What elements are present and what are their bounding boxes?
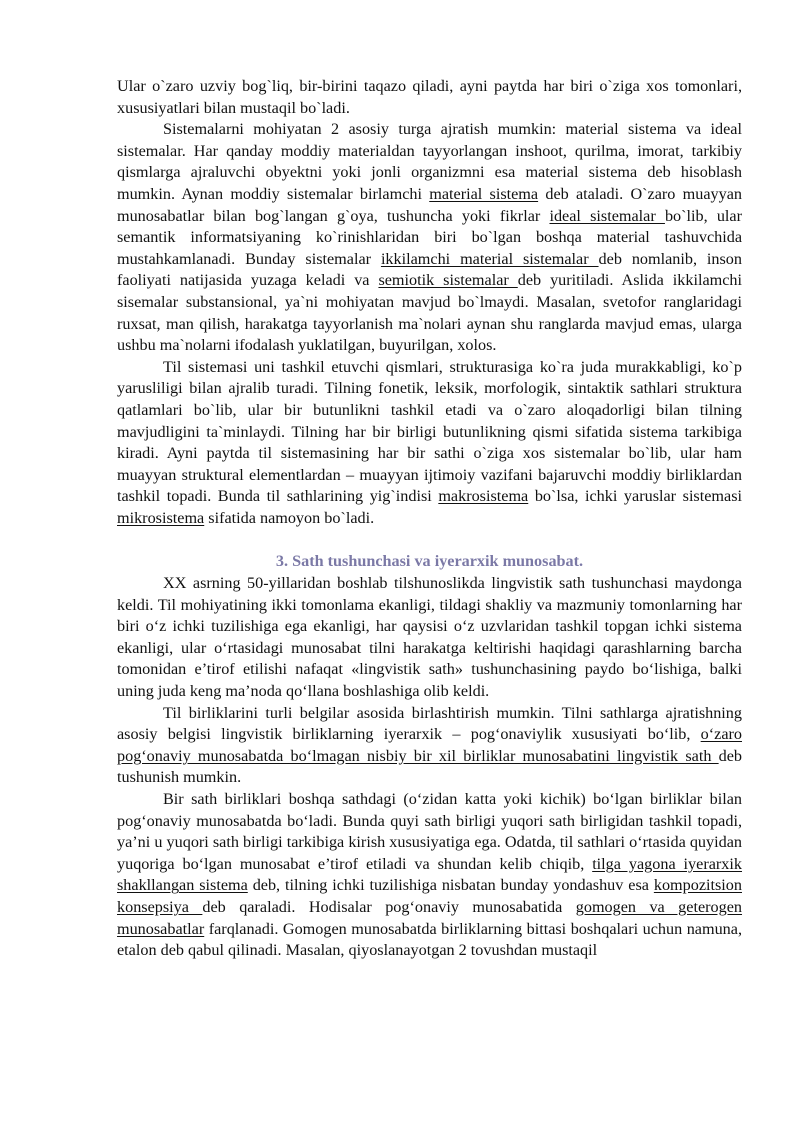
paragraph-5 (117, 703, 742, 789)
term-lingvistik-sath-definition: o‘zaro pog‘onaviy munosabatda bo‘lmagan nisbiy bir xil birliklar munosabatini lingvistik sath (117, 725, 742, 765)
term-semiotik-sistemalar: semiotik sistemalar (378, 271, 518, 290)
term-makrosistema: makrosistema (438, 487, 529, 506)
paragraph-2 (117, 119, 742, 357)
text-run: deb yuritiladi. Aslida ikkilamchi sisemalar substansional, ya`ni mohiyatan mavjud bo`lmaydi. Masalan, svetofor ranglaridagi ruxsat, man qilish, harakatga tayyorlanish ma`nolari aynan shu ranglarda mavjud emas, ularga ushbu ma`nolarni ifodalash yuklatilgan, buyurilgan, xolos. (117, 271, 742, 355)
text-run: deb ataladi. O`zaro muayyan munosabatlar bilan bog`langan g`oya, tushuncha yoki fikrlar (117, 184, 742, 225)
text-run: Til sistemasi uni tashkil etuvchi qismlari, strukturasiga ko`ra juda murakkabligi, ko`p yarusliligi bilan ajralib turadi. Tilning fonetik, leksik, morfologik, sintaktik sathlari struktura qatlamlari bo`lib, ular bir butunlikni tashkil etadi va o`zaro aloqadorligi bilan tilning mavjudligini ta`minlaydi. Tilning har bir birligi butunlikning qismi sifatida sistema tarkibiga kiradi. Ayni paytda til sistemasining har bir sathi o`ziga xos sistemalar bo`lib, ular ham muayyan struktural elementlardan – muayyan ijtimoiy vazifani bajaruvchi moddiy birliklardan tashkil topadi. Bunda til sathlarining yig`indisi (117, 357, 742, 506)
document-page (117, 76, 742, 962)
text-run: bo`lib, ular semantik informatsiyaning ko`rinishlaridan biri bo`lgan boshqa material tashuvchida mustahkamlanadi. Bunday sistemalar (117, 206, 743, 268)
term-ikkilamchi-material-sistemalar: ikkilamchi material sistemalar (380, 249, 599, 268)
text-run: Ular o`zaro uzviy bog`liq, bir-birini taqazo qiladi, ayni paytda har biri o`ziga xos tomonlari, xususiyatlari bilan mustaqil bo`ladi. (117, 77, 742, 117)
text-run: bo`lsa, ichki yaruslar sistemasi (528, 487, 742, 506)
term-kompozitsion-konsepsiya: kompozitsion konsepsiya (117, 876, 742, 916)
section-heading: 3. Sath tushunchasi va iyerarxik munosabat. (275, 552, 584, 571)
paragraph-4 (117, 573, 742, 703)
term-yagona-iyerarxik-sistema: tilga yagona iyerarxik shakllangan sistema (117, 854, 742, 895)
paragraph-6 (117, 789, 742, 962)
text-run: deb qaraladi. Hodisalar pog‘onaviy munosabatida (202, 897, 576, 916)
term-gomogen-geterogen: gomogen va geterogen munosabatlar (117, 897, 743, 938)
term-ideal-sistemalar: ideal sistemalar (549, 206, 665, 225)
paragraph-3 (117, 357, 742, 530)
text-run: sifatida namoyon bo`ladi. (204, 508, 375, 527)
text-run: Til birliklarini turli belgilar asosida birlashtirish mumkin. Tilni sathlarga ajratishning asosiy belgisi lingvistik birliklarning iyerarxik – pog‘onaviylik xususiyati bo‘lib, (117, 703, 742, 744)
term-material-sistema: material sistema (429, 184, 539, 203)
text-run: XX asrning 50-yillaridan boshlab tilshunoslikda lingvistik sath tushunchasi maydonga keldi. Til mohiyatining ikki tomonlama ekanligi, tildagi shakliy va mazmuniy tomonlarning har biri o‘z ichki tuzilishiga ega ekanligi, har qaysisi o‘z uzvlaridan tashkil topgan ichki sistema ekanligi, ular o‘rtasidagi munosabat tilni harakatga keltirishi haqidagi qarashlarning barcha tomonidan e’tirof etilishi nafaqat «lingvistik sath» tushunchasining paydo bo‘lishiga, balki uning juda keng ma’noda qo‘llana boshlashiga olib keldi. (117, 574, 742, 701)
text-run: deb tushunish mumkin. (117, 746, 742, 787)
text-run: farqlanadi. Gomogen munosabatda birliklarning bittasi boshqalari uchun namuna, etalon deb qabul qilinadi. Masalan, qiyoslanayotgan 2 tovushdan mustaqil (117, 919, 742, 960)
text-run: Sistemalarni mohiyatan 2 asosiy turga ajratish mumkin: material sistema va ideal sistemalar. Har qanday moddiy materialdan tayyorlangan inshoot, qurilma, imorat, tarkibiy qismlarga ajraluvchi obyektni yoki jonli organizmni esa material sistema deb hisoblash mumkin. Aynan moddiy sistemalar birlamchi (117, 120, 742, 203)
text-run: deb nomlanib, inson faoliyati natijasida yuzaga keladi va (117, 249, 742, 290)
text-run: deb, tilning ichki tuzilishiga nisbatan bunday yondashuv esa (247, 876, 654, 895)
term-mikrosistema: mikrosistema (117, 508, 205, 527)
paragraph-1 (117, 76, 742, 119)
text-run: Bir sath birliklari boshqa sathdagi (o‘zidan katta yoki kichik) bo‘lgan birliklar bilan pog‘onaviy munosabatda bo‘ladi. Bunda quyi sath birligi yuqori sath birligidan tashkil topadi, ya’ni u yuqori sath birligi tarkibiga kirish xususiyatiga ega. Odatda, til sathlari o‘rtasida quyidan yuqoriga bo‘lgan munosabat e’tirof etiladi va shundan kelib chiqib, (117, 790, 742, 873)
